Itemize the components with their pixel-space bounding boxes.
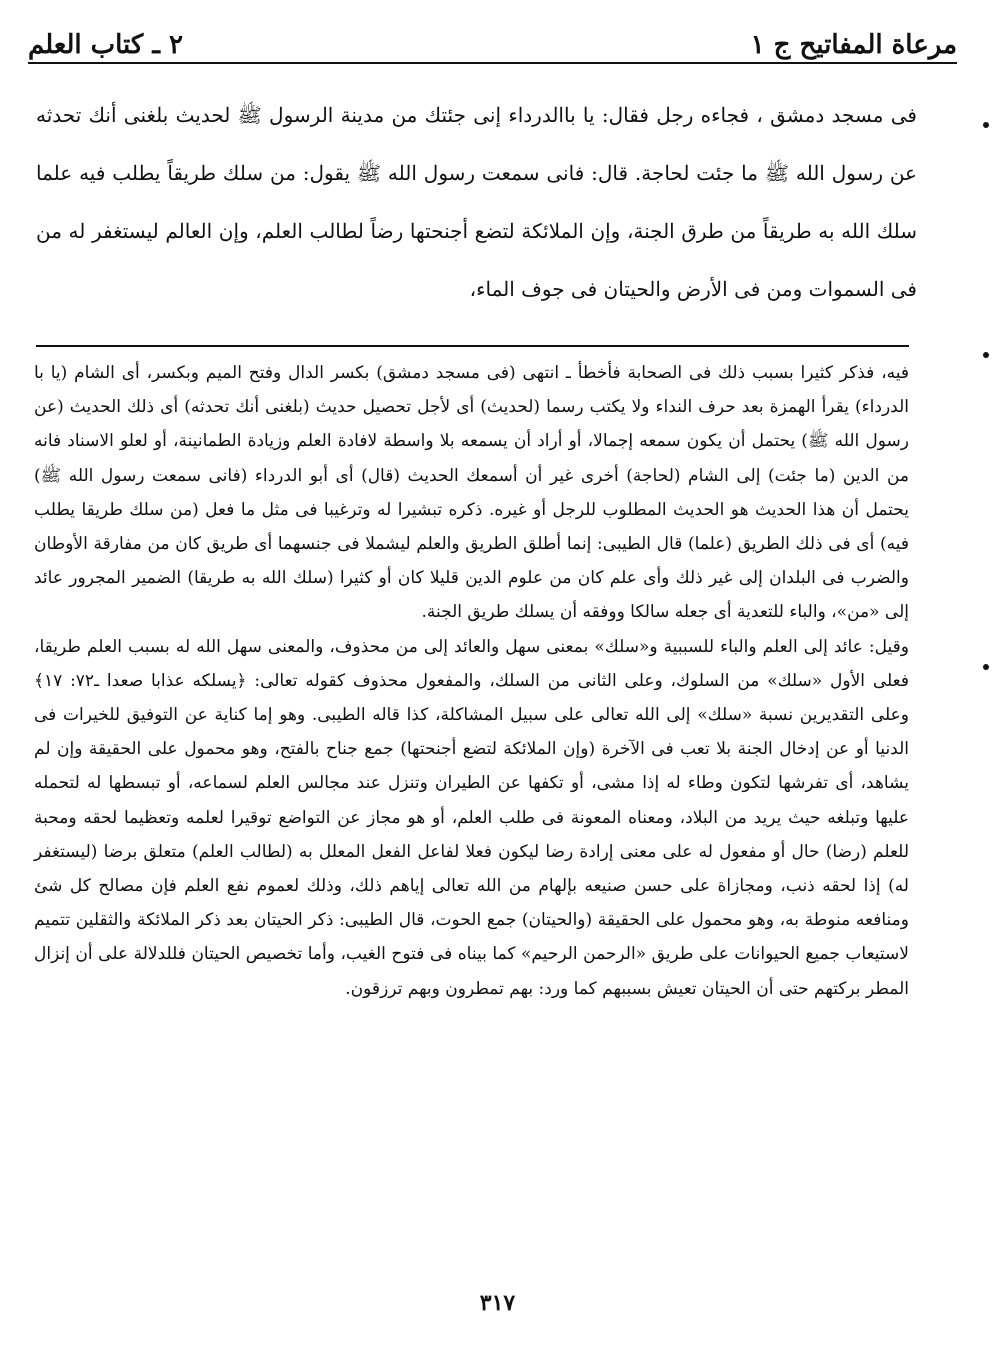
header-rule: [28, 62, 957, 64]
hadith-text: [36, 86, 917, 318]
book-title: مرعاة المفاتيح ج ١: [750, 30, 957, 60]
commentary-paragraph: فيه، فذكر كثيرا بسبب ذلك فى الصحابة فأخطأ ـ انتهى (فى مسجد دمشق) بكسر الدال وفتح الميم وبكسر، أى الشام (يا با الدرداء) يقرأ الهمزة بعد حرف النداء ولا يكتب رسما (لحديث) أى لأجل تحصيل حديث (بلغنى أنك تحدثه) أى ذلك الحديث (عن رسول الله ﷺ) يحتمل أن يكون سمعه إجمالا، أو أراد أن يسمعه بلا واسطة لافادة العلم وزيادة الطمانينة، أو لعلو الاسناد فانه من الدين (ما جئت) إلى الشام (لحاجة) أخرى غير أن أسمعك الحديث (قال) أى أبو الدرداء (فانى سمعت رسول الله ﷺ) يحتمل أن هذا الحديث هو الحديث المطلوب للرجل أو غيره. ذكره تبشيرا له وترغيبا فى مثل ما فعل (من سلك طريقا يطلب فيه) أى فى ذلك الطريق (علما) قال الطيبى: إنما أطلق الطريق والعلم ليشملا فى جنسهما أى طريق كان من مفارقة الأوطان والضرب فى البلدان إلى غير ذلك وأى علم كان من علوم الدين قليلا كان أو كثيرا (سلك الله به طريقا) الضمير المجرور عائد إلى «من»، والباء للتعدية أى جعله سالكا ووفقه أن يسلك طريق الجنة.: [34, 363, 909, 623]
commentary-paragraph: وقيل: عائد إلى العلم والباء للسببية و«سلك» بمعنى سهل والعائد إلى من محذوف، والمعنى سهل الله له بسبب العلم طريقا، فعلى الأول «سلك» من السلوك، وعلى الثانى من السلك، والمفعول محذوف كقوله تعالى: ﴿يسلكه عذابا صعدا ـ٧٢: ١٧﴾ وعلى التقديرين نسبة «سلك» إلى الله تعالى على سبيل المشاكلة، كذا قاله الطيبى. وهو إما كناية عن التوفيق للخيرات فى الدنيا أو عن إدخال الجنة بلا تعب فى الآخرة (وإن الملائكة لتضع أجنحتها) جمع جناح بالفتح، وهو محمول على الحقيقة وإن لم يشاهد، أى تفرشها لتكون وطاء له إذا مشى، أو تكفها عن الطيران وتنزل عند مجالس العلم لسماعه، أو تبسطها له لتحمله عليها وتبلغه حيث يريد من البلاد، ومعناه المعونة فى طلب العلم، أو هو مجاز عن التواضع توقيرا لعلمه وتعظيما لحقه ومحبة للعلم (رضا) حال أو مفعول له على معنى إرادة رضا ليكون فعلا لفاعل الفعل المعلل به (لطالب العلم) متعلق برضا (ليستغفر له) إذا لحقه ذنب، ومجازاة على حسن صنيعه بإلهام من الله تعالى إياهم ذلك، وذلك لعموم نفع العلم فإن مصالح كل شئ ومنافعه منوطة به، وهو محمول على الحقيقة (والحيتان) جمع الحوت، قال الطيبى: ذكر الحيتان بعد ذكر الملائكة والثقلين تتميم لاستيعاب جميع الحيوانات على طريق «الرحمن الرحيم» كما بيناه فى فتوح الغيب، وأما تخصيص الحيتان فللدلالة على أن إنزال المطر بركتهم حتى أن الحيتان تعيش بسببهم كما ورد: بهم تمطرون وبهم ترزقون.: [34, 636, 909, 999]
page-header: [28, 18, 957, 60]
chapter-title: ٢ ـ كتاب العلم: [28, 30, 183, 60]
margin-dot-mark: [983, 352, 989, 358]
page-number: ٣١٧: [479, 1290, 516, 1316]
hadith-paragraph: فى مسجد دمشق ، فجاءه رجل فقال: يا باالدرداء إنى جئتك من مدينة الرسول ﷺ لحديث بلغنى أنك تحدثه عن رسول الله ﷺ ما جئت لحاجة. قال: فانى سمعت رسول الله ﷺ يقول: من سلك طريقاً يطلب فيه علما سلك الله به طريقاً من طرق الجنة، وإن الملائكة لتضع أجنحتها رضاً لطالب العلم، وإن العالم ليستغفر له من فى السموات ومن فى الأرض والحيتان فى جوف الماء،: [36, 103, 917, 301]
commentary-text: [34, 356, 909, 1006]
margin-dot-mark: [983, 122, 989, 128]
section-divider: [36, 345, 909, 347]
margin-dot-mark: [983, 664, 989, 670]
